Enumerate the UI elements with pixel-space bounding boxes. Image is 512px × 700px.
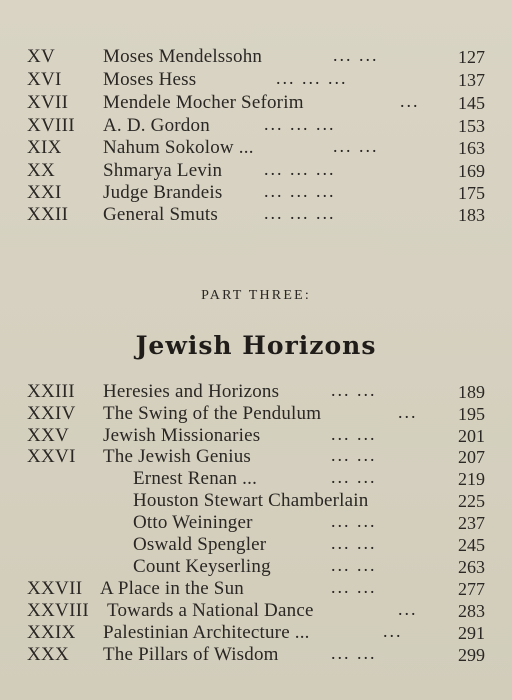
- chapter-title: Jewish Missionaries: [103, 425, 261, 446]
- page-number: 195: [458, 404, 485, 424]
- toc-entry: [0, 46, 512, 68]
- page-number: 169: [458, 161, 485, 181]
- page-number: 189: [458, 382, 485, 402]
- page-number: 277: [458, 579, 485, 599]
- chapter-title: Moses Mendelssohn: [103, 46, 263, 67]
- chapter-number: XXIX: [27, 622, 76, 643]
- sub-entry-title: Otto Weininger: [133, 512, 253, 533]
- toc-entry: [0, 600, 512, 622]
- toc-entry: [0, 204, 512, 226]
- page-number: 225: [458, 491, 485, 511]
- chapter-title: The Jewish Genius: [103, 446, 251, 467]
- chapter-title: General Smuts: [103, 204, 218, 225]
- page-number: 145: [458, 93, 485, 113]
- toc-entry: [0, 578, 512, 600]
- chapter-title: Mendele Mocher Seforim: [103, 92, 304, 113]
- page-number: 163: [458, 138, 485, 158]
- toc-entry: [0, 182, 512, 204]
- toc-entry: [0, 137, 512, 159]
- page-number: 245: [458, 535, 485, 555]
- chapter-title: Palestinian Architecture ...: [103, 622, 310, 643]
- toc-entry: [0, 512, 512, 534]
- sub-entry-title: Count Keyserling: [133, 556, 271, 577]
- chapter-number: XX: [27, 160, 56, 181]
- toc-entry: [0, 160, 512, 182]
- chapter-title: Judge Brandeis: [103, 182, 223, 203]
- dot-leader: ... ... ...: [276, 68, 348, 88]
- chapter-number: XVI: [27, 69, 62, 90]
- sub-entry-title: Ernest Renan ...: [133, 468, 258, 489]
- dot-leader: ... ...: [331, 555, 377, 575]
- chapter-number: XV: [27, 46, 56, 67]
- chapter-title: Towards a National Dance: [107, 600, 314, 621]
- page-number: 291: [458, 623, 485, 643]
- toc-entry: [0, 69, 512, 91]
- chapter-title: Moses Hess: [103, 69, 197, 90]
- page-number: 201: [458, 426, 485, 446]
- page-number: 183: [458, 205, 485, 225]
- toc-entry: [0, 446, 512, 468]
- dot-leader: ...: [400, 91, 420, 111]
- chapter-title: Nahum Sokolow ...: [103, 137, 254, 158]
- toc-entry: [0, 381, 512, 403]
- page-number: 137: [458, 70, 485, 90]
- chapter-number: XXII: [27, 204, 69, 225]
- sub-entry-title: Oswald Spengler: [133, 534, 267, 555]
- toc-entry: [0, 468, 512, 490]
- chapter-number: XIX: [27, 137, 62, 158]
- sub-entry-title: Houston Stewart Chamberlain: [133, 490, 369, 511]
- dot-leader: ... ... ...: [264, 159, 336, 179]
- dot-leader: ... ...: [331, 467, 377, 487]
- chapter-number: XVII: [27, 92, 69, 113]
- page-number: 219: [458, 469, 485, 489]
- dot-leader: ... ...: [333, 45, 379, 65]
- dot-leader: ...: [398, 402, 418, 422]
- chapter-number: XXVIII: [27, 600, 89, 621]
- chapter-number: XXVI: [27, 446, 76, 467]
- chapter-title: Heresies and Horizons: [103, 381, 280, 402]
- chapter-number: XXI: [27, 182, 62, 203]
- dot-leader: ... ... ...: [264, 181, 336, 201]
- chapter-number: XVIII: [27, 115, 75, 136]
- dot-leader: ... ...: [331, 424, 377, 444]
- dot-leader: ... ... ...: [264, 114, 336, 134]
- page-number: 207: [458, 447, 485, 467]
- toc-entry: [0, 622, 512, 644]
- page-number: 153: [458, 116, 485, 136]
- dot-leader: ... ...: [331, 511, 377, 531]
- chapter-number: XXX: [27, 644, 70, 665]
- page-number: 299: [458, 645, 485, 665]
- dot-leader: ... ... ...: [264, 203, 336, 223]
- dot-leader: ...: [383, 621, 403, 641]
- toc-entry: [0, 556, 512, 578]
- chapter-number: XXVII: [27, 578, 83, 599]
- dot-leader: ... ...: [331, 380, 377, 400]
- toc-entry: [0, 92, 512, 114]
- toc-entry: [0, 644, 512, 666]
- chapter-title: The Swing of the Pendulum: [103, 403, 322, 424]
- dot-leader: ... ...: [331, 533, 377, 553]
- page-number: 237: [458, 513, 485, 533]
- toc-entry: [0, 115, 512, 137]
- chapter-number: XXV: [27, 425, 70, 446]
- page-number: 283: [458, 601, 485, 621]
- page-number: 175: [458, 183, 485, 203]
- toc-entry: [0, 534, 512, 556]
- dot-leader: ... ...: [331, 643, 377, 663]
- dot-leader: ... ...: [333, 136, 379, 156]
- dot-leader: ... ...: [331, 445, 377, 465]
- section-heading: Jewish Horizons: [135, 331, 377, 360]
- dot-leader: ...: [398, 599, 418, 619]
- part-label: PART THREE:: [201, 288, 311, 303]
- dot-leader: ... ...: [331, 577, 377, 597]
- page-number: 127: [458, 47, 485, 67]
- chapter-title: A Place in the Sun: [100, 578, 244, 599]
- toc-entry: [0, 425, 512, 447]
- chapter-number: XXIV: [27, 403, 76, 424]
- toc-entry: [0, 490, 512, 512]
- chapter-title: Shmarya Levin: [103, 160, 223, 181]
- chapter-title: The Pillars of Wisdom: [103, 644, 279, 665]
- page-number: 263: [458, 557, 485, 577]
- chapter-title: A. D. Gordon: [103, 115, 210, 136]
- toc-entry: [0, 403, 512, 425]
- chapter-number: XXIII: [27, 381, 75, 402]
